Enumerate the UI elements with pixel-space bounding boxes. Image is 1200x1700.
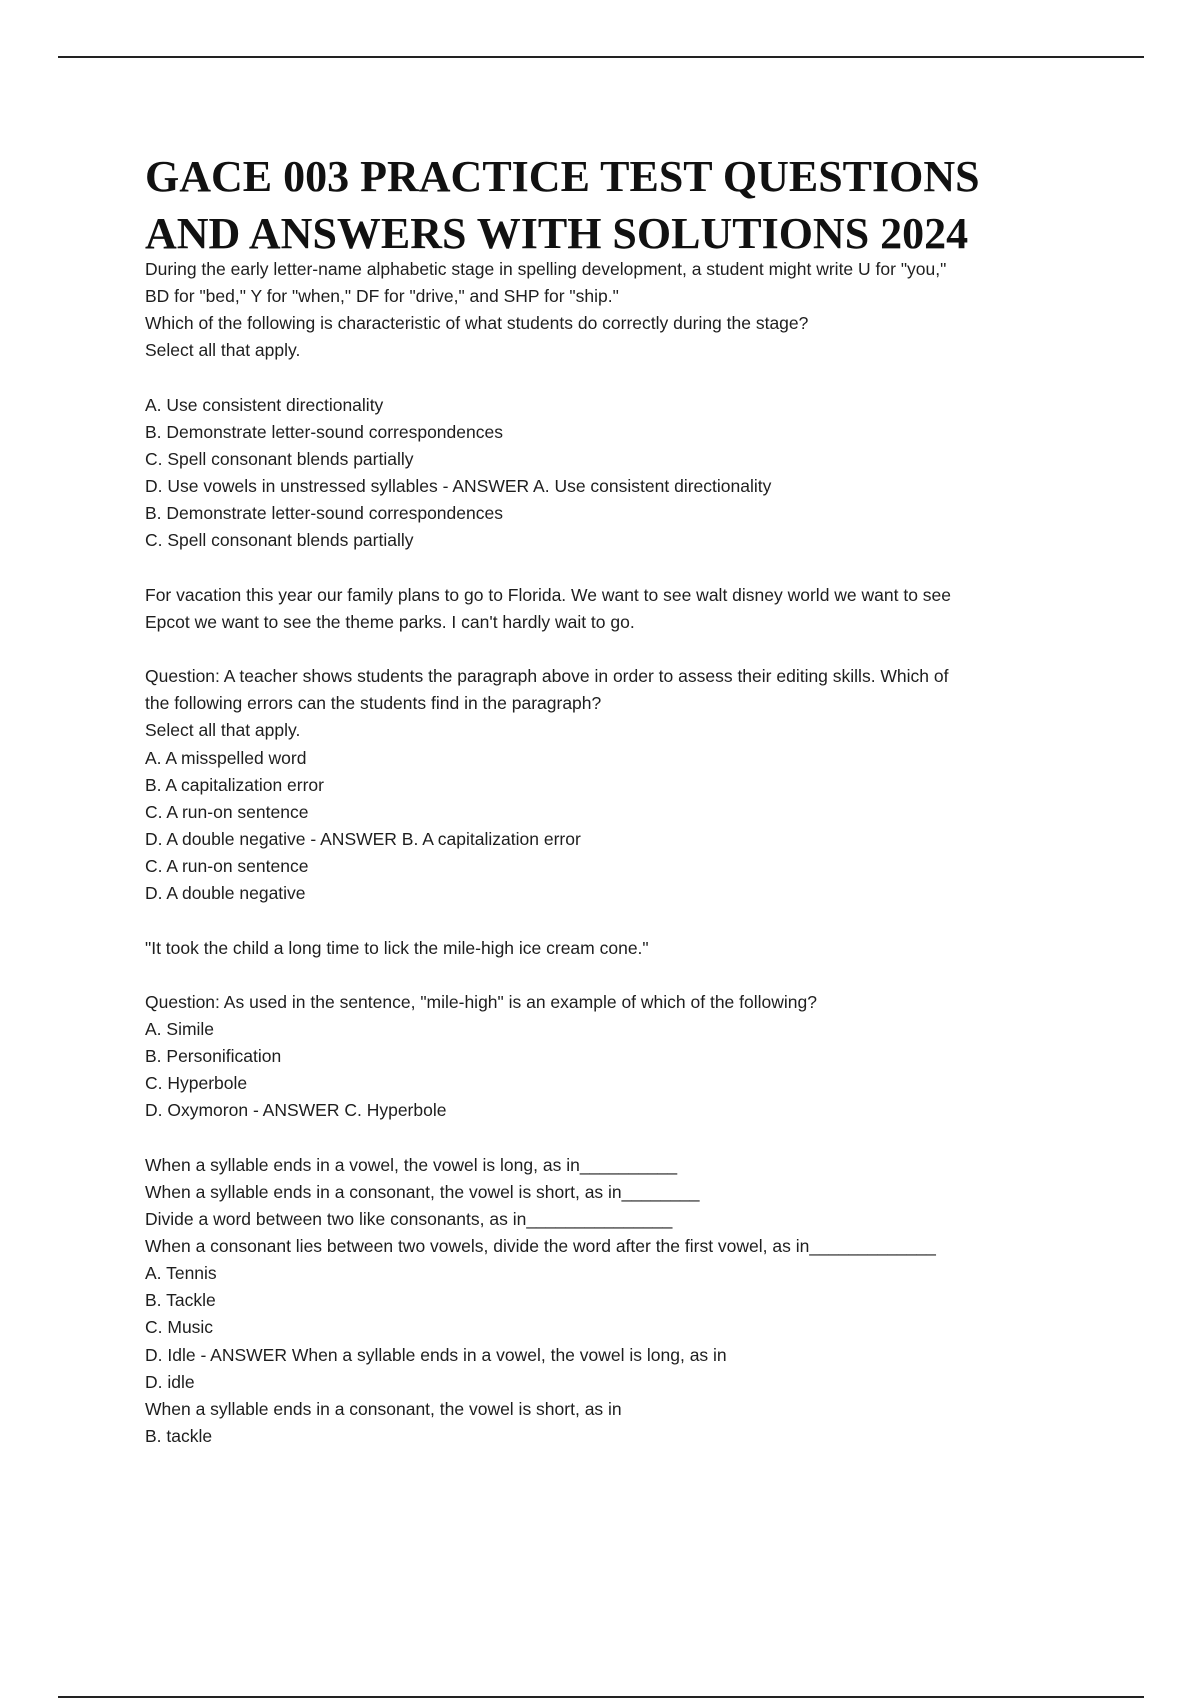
text-line: D. Use vowels in unstressed syllables - ANSWER A. Use consistent directionality [145,476,772,497]
text-line: Epcot we want to see the theme parks. I can't hardly wait to go. [145,611,635,632]
text-line: C. Spell consonant blends partially [145,448,414,469]
text-line: Select all that apply. [145,340,301,361]
text-line: A. Simile [145,1018,215,1039]
text-line: B. A capitalization error [145,774,324,795]
text-line: B. Demonstrate letter-sound correspondences [145,421,503,442]
text-line: the following errors can the students find in the paragraph? [145,693,602,714]
text-line: C. A run-on sentence [145,801,309,822]
text-line: A. Tennis [145,1263,217,1284]
document-title [145,148,1145,262]
text-line: B. tackle [145,1426,213,1447]
text-line: When a syllable ends in a consonant, the vowel is short, as in [145,1398,622,1419]
text-line [145,555,1155,582]
text-line: B. Personification [145,1046,282,1067]
text-line: D. A double negative - ANSWER B. A capitalization error [145,828,581,849]
text-line [145,907,1155,934]
text-line: When a syllable ends in a consonant, the vowel is short, as in________ [145,1181,700,1202]
text-line: B. Tackle [145,1290,216,1311]
text-line: For vacation this year our family plans to go to Florida. We want to see walt disney world we want to see [145,584,952,605]
text-line: Question: As used in the sentence, "mile-high" is an example of which of the following? [145,991,817,1012]
text-line: Divide a word between two like consonants, as in_______________ [145,1208,673,1229]
text-line: Question: A teacher shows students the paragraph above in order to assess their editing skills. Which of [145,666,949,687]
text-line: D. idle [145,1371,195,1392]
text-line [145,1125,1155,1152]
text-line: "It took the child a long time to lick the mile-high ice cream cone." [145,937,649,958]
text-line: BD for "bed," Y for "when," DF for "drive," and SHP for "ship." [145,286,619,307]
document-body [145,256,1155,1450]
text-line: C. Hyperbole [145,1073,248,1094]
text-line: C. Music [145,1317,214,1338]
text-line: C. Spell consonant blends partially [145,530,414,551]
text-line: During the early letter-name alphabetic stage in spelling development, a student might write U for "you," [145,259,947,279]
text-line: Select all that apply. [145,720,301,741]
text-line: A. A misspelled word [145,747,307,768]
text-line: A. Use consistent directionality [145,394,384,415]
bottom-rule [58,1696,1144,1698]
top-rule [58,56,1144,58]
text-line: Which of the following is characteristic of what students do correctly during the stage? [145,313,809,334]
text-line: When a syllable ends in a vowel, the vowel is long, as in__________ [145,1154,678,1175]
title-line: GACE 003 PRACTICE TEST QUESTIONS [145,152,980,201]
text-line [145,962,1155,989]
text-line: D. A double negative [145,883,306,904]
text-line: B. Demonstrate letter-sound correspondences [145,503,503,524]
text-line: D. Oxymoron - ANSWER C. Hyperbole [145,1100,447,1121]
text-line [145,365,1155,392]
title-line: AND ANSWERS WITH SOLUTIONS 2024 [145,209,969,258]
text-line: D. Idle - ANSWER When a syllable ends in a vowel, the vowel is long, as in [145,1344,727,1365]
text-line [145,636,1155,663]
text-line: When a consonant lies between two vowels, divide the word after the first vowel, as in_____________ [145,1236,936,1257]
text-line: C. A run-on sentence [145,856,309,877]
